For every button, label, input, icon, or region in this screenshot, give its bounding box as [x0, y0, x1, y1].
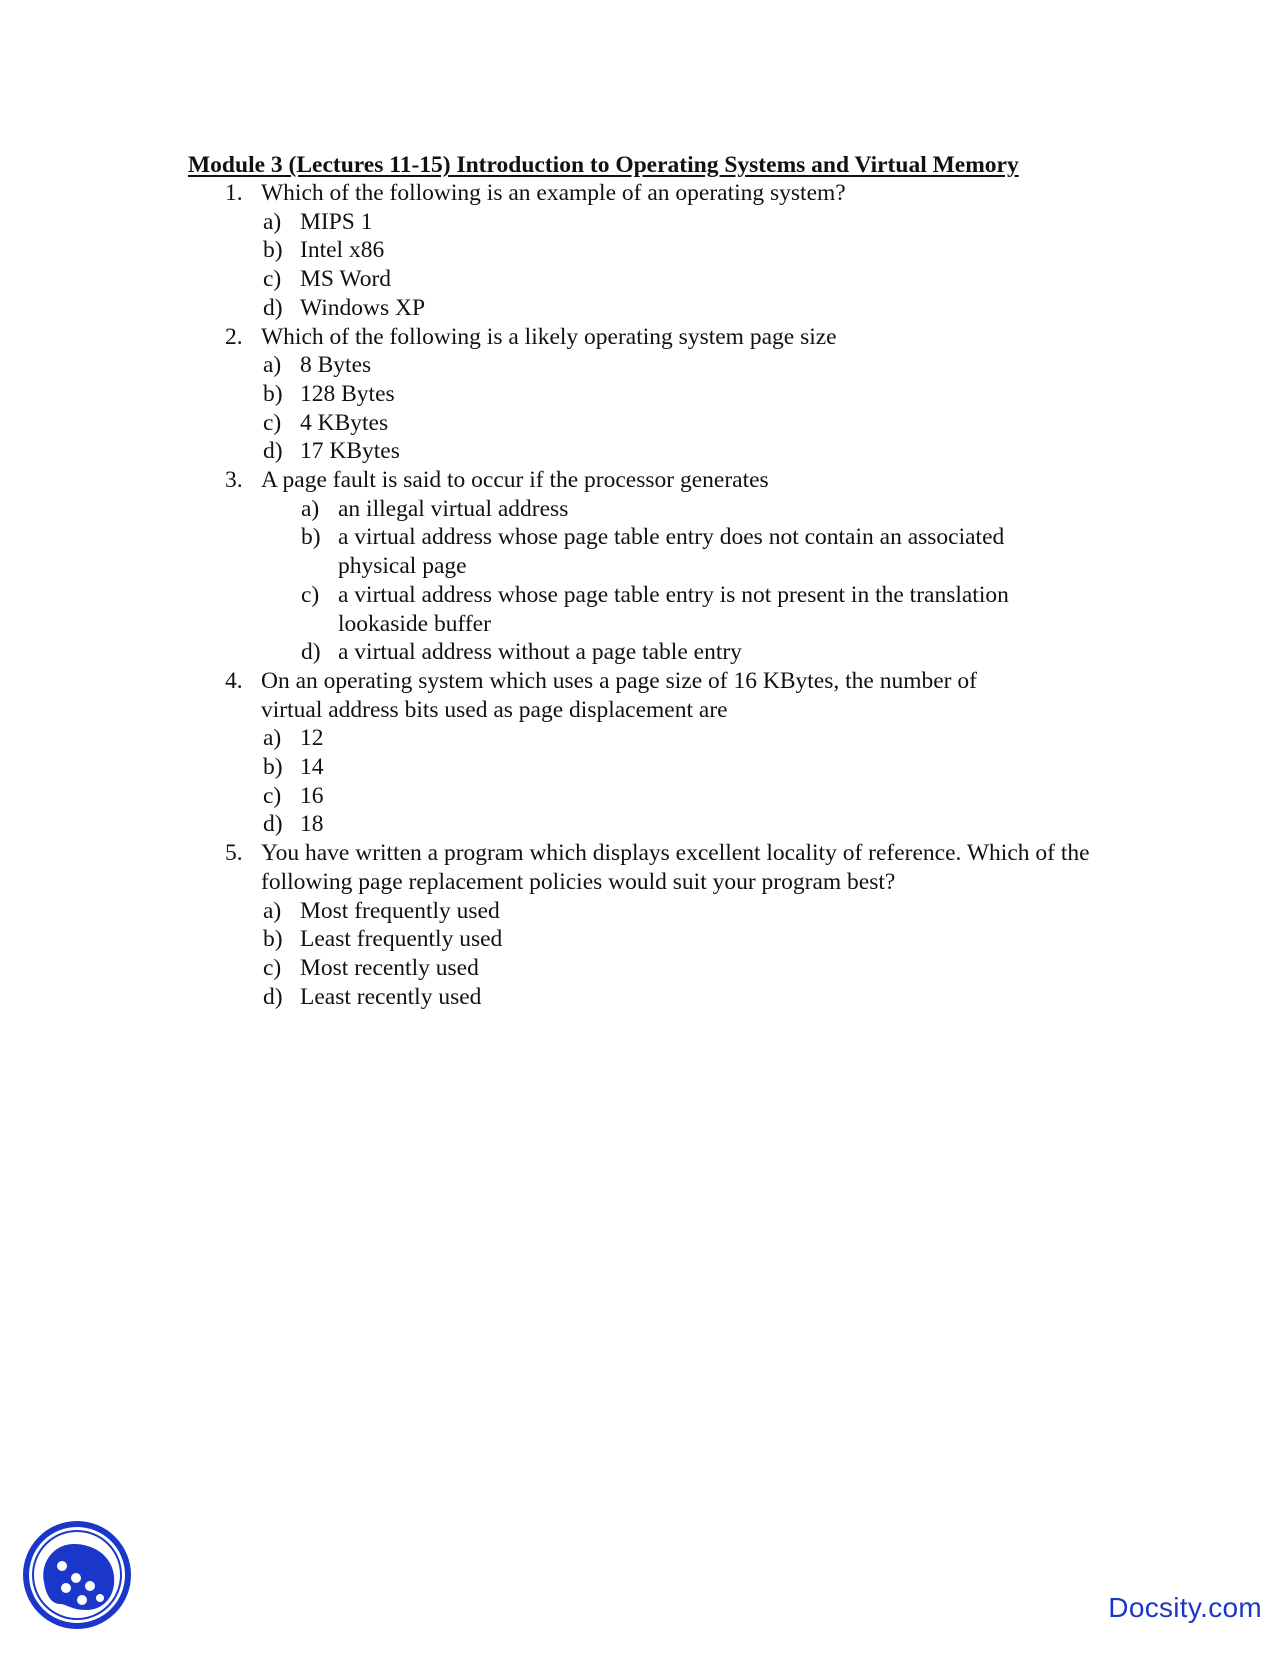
option-label: d): [263, 811, 283, 838]
docsity-logo-icon[interactable]: [22, 1520, 132, 1630]
answer-option: [263, 351, 1280, 380]
question-number: 3.: [225, 467, 243, 494]
question-number: 4.: [225, 667, 243, 694]
question-number: 1.: [225, 180, 243, 206]
option-label: c): [263, 954, 282, 981]
option-label: a): [301, 495, 320, 522]
question-list: [0, 179, 1280, 1011]
answer-option: [263, 954, 1280, 983]
answer-option: [263, 753, 1280, 782]
question-5: [0, 839, 1280, 1011]
option-text: 18: [300, 811, 324, 838]
option-text: 17 KBytes: [300, 438, 400, 465]
question-number: 2.: [225, 323, 243, 350]
answer-option: [301, 495, 1280, 524]
answer-option: [263, 810, 1280, 839]
option-text: Least frequently used: [300, 926, 503, 953]
option-label: b): [263, 754, 283, 781]
option-label: c): [301, 581, 320, 608]
question-1: [0, 179, 1280, 323]
answer-option: [263, 782, 1280, 811]
option-text: a virtual address whose page table entry is not present in the translation lookaside buffer: [338, 581, 1009, 637]
option-label: b): [263, 926, 283, 953]
question-text: Which of the following is a likely operating system page size: [261, 323, 837, 350]
docsity-brand-link[interactable]: Docsity.com: [1108, 1592, 1262, 1623]
option-label: a): [263, 897, 282, 924]
option-label: c): [263, 409, 282, 436]
answer-option: [263, 437, 1280, 466]
option-text: MS Word: [300, 266, 392, 293]
question-2: [0, 323, 1280, 467]
option-label: b): [301, 524, 321, 551]
answer-option: [301, 581, 1280, 638]
option-text: MIPS 1: [300, 208, 373, 235]
answer-option: [263, 724, 1280, 753]
question-number: 5.: [225, 840, 243, 867]
option-text: 4 KBytes: [300, 409, 389, 436]
option-label: d): [301, 639, 321, 666]
option-text: Intel x86: [300, 237, 385, 264]
option-label: d): [263, 983, 283, 1010]
option-label: a): [263, 352, 282, 379]
option-text: 8 Bytes: [300, 352, 372, 379]
option-text: Most recently used: [300, 954, 479, 981]
option-label: c): [263, 782, 282, 809]
option-text: 128 Bytes: [300, 380, 395, 407]
option-text: Most frequently used: [300, 897, 500, 924]
page-title: Module 3 (Lectures 11-15) Introduction to Operating Systems and Virtual Memory: [188, 152, 1019, 178]
option-text: an illegal virtual address: [338, 495, 569, 522]
answer-option: [263, 294, 1280, 323]
option-label: c): [263, 266, 282, 293]
option-text: 16: [300, 782, 324, 809]
question-text: On an operating system which uses a page size of 16 KBytes, the number of virtual address bits used as page displacement are: [261, 667, 977, 723]
question-text: Which of the following is an example of an operating system?: [261, 180, 846, 206]
option-text: 12: [300, 725, 324, 752]
answer-option: [263, 208, 1280, 237]
question-text: You have written a program which displays excellent locality of reference. Which of the following page replacement policies would suit your program best?: [261, 840, 1090, 895]
answer-option: [263, 236, 1280, 265]
option-text: Windows XP: [300, 294, 426, 321]
answer-option: [263, 265, 1280, 294]
answer-option: [263, 380, 1280, 409]
question-3: [0, 466, 1280, 667]
question-text: A page fault is said to occur if the processor generates: [261, 467, 769, 494]
option-text: Least recently used: [300, 983, 482, 1010]
answer-option: [263, 983, 1280, 1012]
question-4: [0, 667, 1280, 839]
answer-option: [263, 409, 1280, 438]
answer-option: [263, 925, 1280, 954]
option-text: a virtual address without a page table entry: [338, 639, 742, 666]
option-label: a): [263, 725, 282, 752]
answer-option: [301, 638, 1280, 667]
answer-option: [263, 897, 1280, 926]
option-text: a virtual address whose page table entry does not contain an associated physical page: [338, 524, 1005, 580]
option-text: 14: [300, 754, 324, 781]
option-label: d): [263, 294, 283, 321]
option-label: a): [263, 208, 282, 235]
answer-option: [301, 523, 1280, 580]
option-label: b): [263, 237, 283, 264]
option-label: d): [263, 438, 283, 465]
option-label: b): [263, 380, 283, 407]
